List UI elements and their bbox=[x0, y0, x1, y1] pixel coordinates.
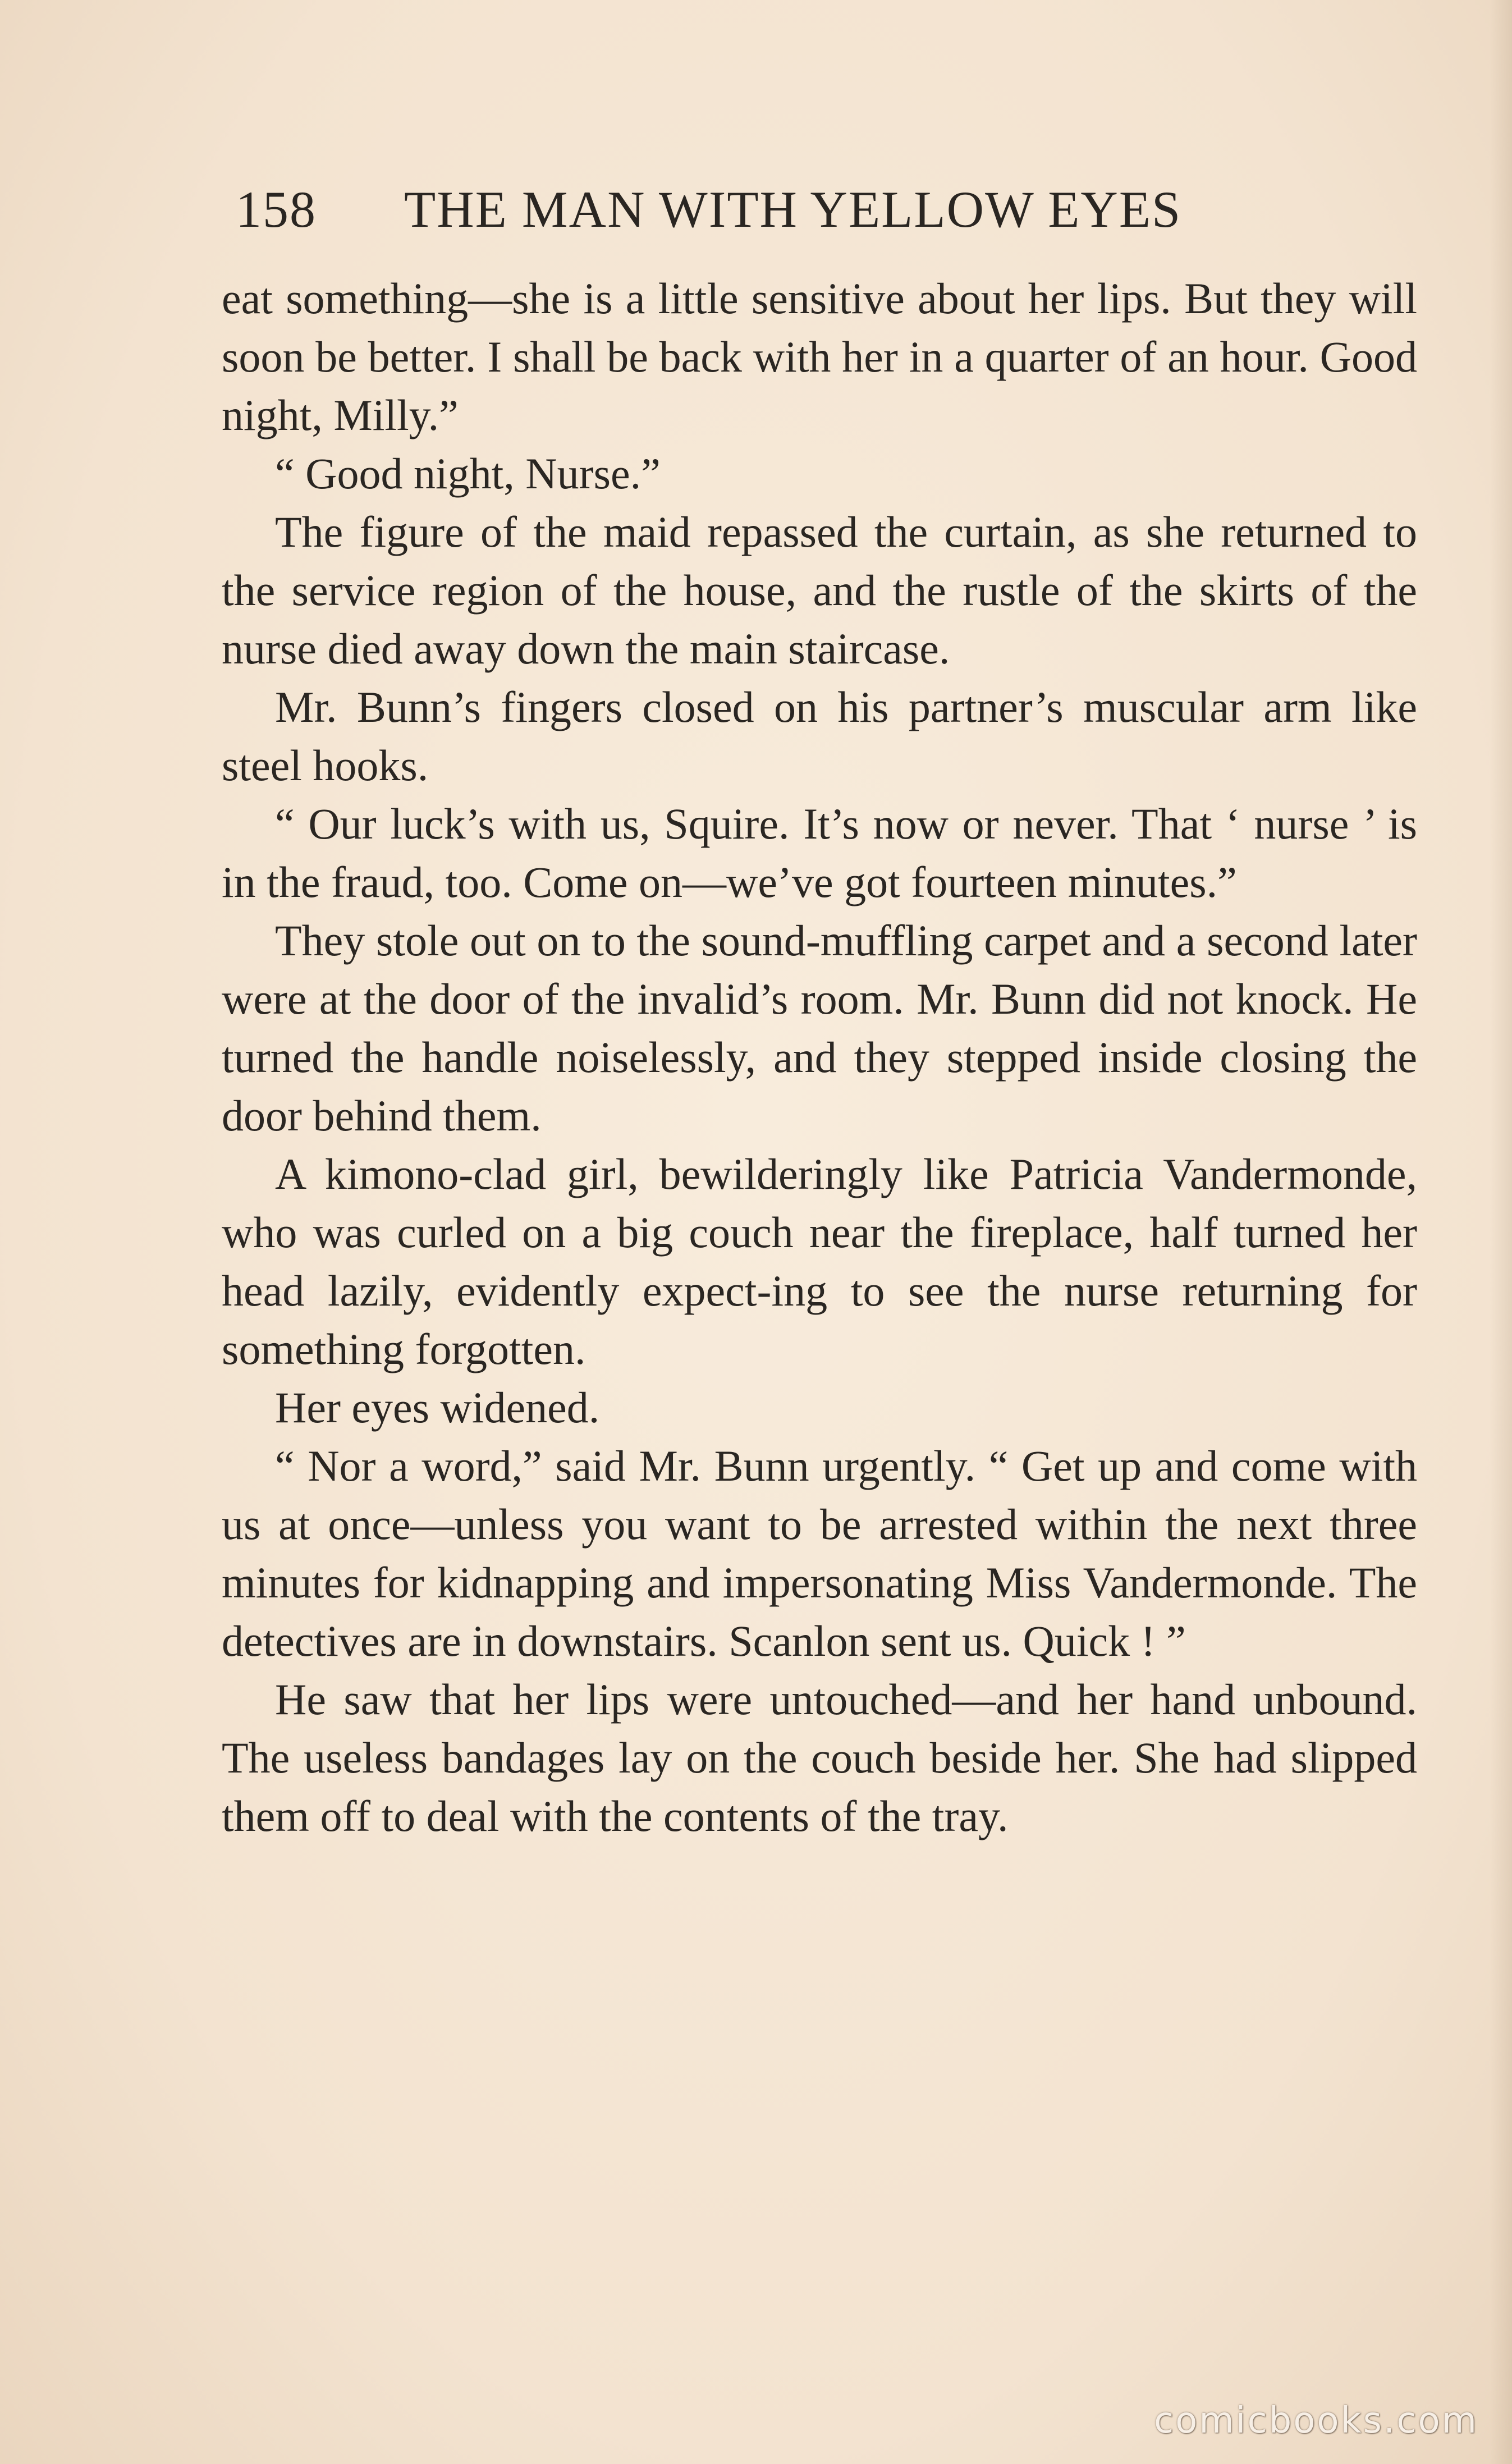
paragraph-4: Mr. Bunn’s fingers closed on his partner’s muscular arm like steel hooks. bbox=[222, 683, 1417, 790]
book-title: THE MAN WITH YELLOW EYES bbox=[404, 181, 1182, 238]
paragraph-5: “ Our luck’s with us, Squire. It’s now or never. That ‘ nurse ’ is in the fraud, too. Come on—we’ve got fourteen minutes.” bbox=[222, 799, 1417, 906]
body-text bbox=[222, 269, 1417, 1845]
paragraph-7: A kimono-clad girl, bewilderingly like Patricia Vandermonde, who was curled on a big couch near the fireplace, half turned her head lazily, evidently expect-ing to see the nurse returning for something forgotten. bbox=[222, 1149, 1417, 1373]
paragraph-9: “ Nor a word,” said Mr. Bunn urgently. “ Get up and come with us at once—unless you want to be arrested within the next three minutes for kidnapping and impersonating Miss Vandermonde. The detectives are in downstairs. Scanlon sent us. Quick ! ” bbox=[222, 1441, 1417, 1665]
paragraph-1: eat something—she is a little sensitive about her lips. But they will soon be better. I shall be back with her in a quarter of an hour. Good night, Milly.” bbox=[222, 274, 1417, 439]
paragraph-10: He saw that her lips were untouched—and her hand unbound. The useless bandages lay on the couch beside her. She had slipped them off to deal with the contents of the tray. bbox=[222, 1675, 1417, 1840]
page-edge-shadow bbox=[1490, 0, 1512, 2464]
running-head bbox=[236, 180, 1291, 247]
paragraph-2: “ Good night, Nurse.” bbox=[275, 449, 661, 498]
paragraph-8: Her eyes widened. bbox=[275, 1383, 600, 1432]
paragraph-6: They stole out on to the sound-muffling carpet and a second later were at the door of the invalid’s room. Mr. Bunn did not knock. He turned the handle noiselessly, and they stepped inside closing the door behind them. bbox=[222, 916, 1417, 1140]
paragraph-3: The figure of the maid repassed the curtain, as she returned to the service region of the house, and the rustle of the skirts of the nurse died away down the main staircase. bbox=[222, 507, 1417, 673]
page-number: 158 bbox=[236, 181, 317, 238]
watermark: comicbooks.com bbox=[1153, 2400, 1478, 2442]
